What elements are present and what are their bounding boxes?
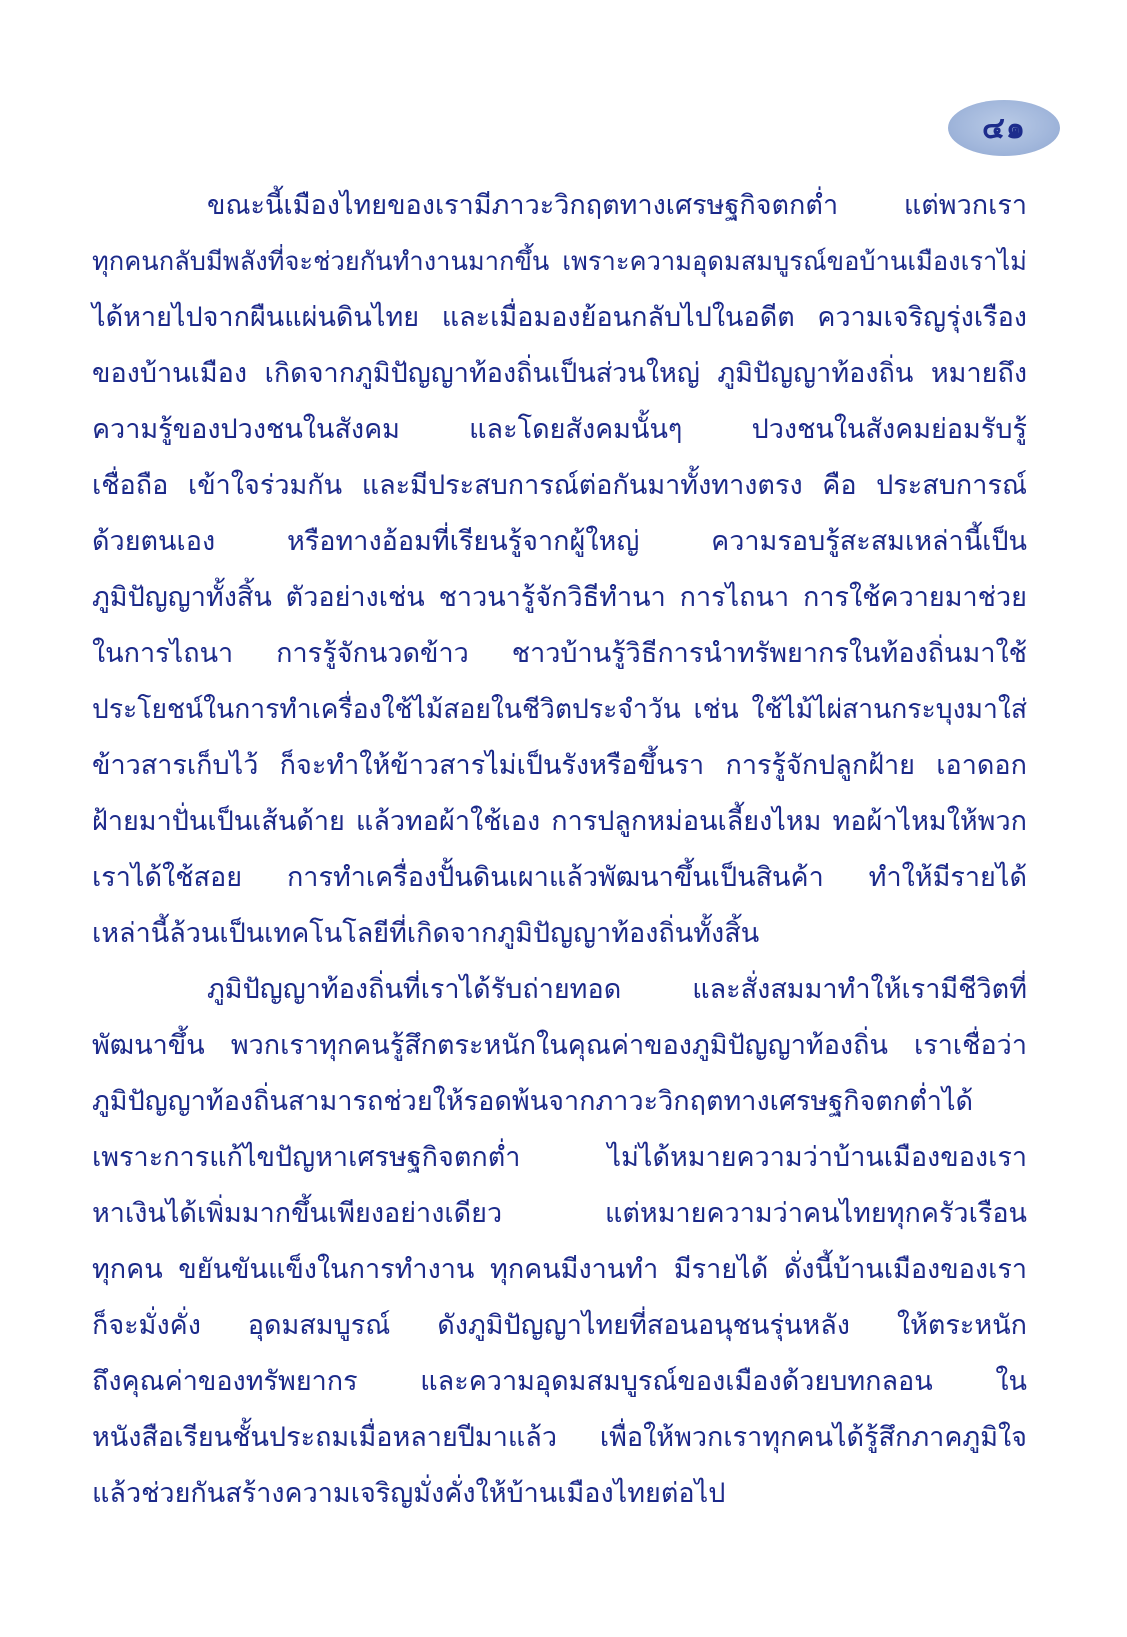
text-line: ทุกคนกลับมีพลังที่จะช่วยกันทำงานมากขึ้น เพราะความอุดมสมบูรณ์ขอบ้านเมืองเราไม่ (92, 247, 1027, 277)
text-line: ภูมิปัญญาท้องถิ่นที่เราได้รับถ่ายทอด และสั่งสมมาทำให้เรามีชีวิตที่ (207, 974, 1027, 1005)
text-line: ภูมิปัญญาทั้งสิ้น ตัวอย่างเช่น ชาวนารู้จักวิธีทำนา การไถนา การใช้ควายมาช่วย (92, 582, 1027, 613)
text-line: ข้าวสารเก็บไว้ ก็จะทำให้ข้าวสารไม่เป็นรังหรือขึ้นรา การรู้จักปลูกฝ้าย เอาดอก (92, 750, 1027, 781)
text-line: เพราะการแก้ไขปัญหาเศรษฐกิจตกต่ำ ไม่ได้หมายความว่าบ้านเมืองของเรา (92, 1142, 1027, 1173)
text-line: ได้หายไปจากผืนแผ่นดินไทย และเมื่อมองย้อนกลับไปในอดีต ความเจริญรุ่งเรือง (92, 302, 1027, 333)
text-line: ภูมิปัญญาท้องถิ่นสามารถช่วยให้รอดพ้นจากภาวะวิกฤตทางเศรษฐกิจตกต่ำได้ (92, 1086, 974, 1117)
page-number: ๔๑ (982, 110, 1026, 146)
text-line: ทุกคน ขยันขันแข็งในการทำงาน ทุกคนมีงานทำ มีรายได้ ดั่งนี้บ้านเมืองของเรา (92, 1254, 1027, 1285)
text-line: ความรู้ของปวงชนในสังคม และโดยสังคมนั้นๆ ปวงชนในสังคมย่อมรับรู้ (92, 414, 1027, 445)
text-line: ด้วยตนเอง หรือทางอ้อมที่เรียนรู้จากผู้ใหญ่ ความรอบรู้สะสมเหล่านี้เป็น (92, 526, 1027, 557)
body-text (92, 178, 1027, 1522)
text-line: ในการไถนา การรู้จักนวดข้าว ชาวบ้านรู้วิธีการนำทรัพยากรในท้องถิ่นมาใช้ (92, 638, 1027, 669)
text-line: ของบ้านเมือง เกิดจากภูมิปัญญาท้องถิ่นเป็นส่วนใหญ่ ภูมิปัญญาท้องถิ่น หมายถึง (92, 358, 1027, 389)
text-line: พัฒนาขึ้น พวกเราทุกคนรู้สึกตระหนักในคุณค่าของภูมิปัญญาท้องถิ่น เราเชื่อว่า (92, 1030, 1027, 1061)
text-line: หาเงินได้เพิ่มมากขึ้นเพียงอย่างเดียว แต่หมายความว่าคนไทยทุกครัวเรือน (92, 1198, 1027, 1229)
text-line: ฝ้ายมาปั่นเป็นเส้นด้าย แล้วทอผ้าใช้เอง การปลูกหม่อนเลี้ยงไหม ทอผ้าไหมให้พวก (92, 806, 1027, 837)
text-line: ขณะนี้เมืองไทยของเรามีภาวะวิกฤตทางเศรษฐกิจตกต่ำ แต่พวกเรา (207, 190, 1027, 221)
page-number-badge (948, 100, 1060, 156)
text-line: ประโยชน์ในการทำเครื่องใช้ไม้สอยในชีวิตประจำวัน เช่น ใช้ไม้ไผ่สานกระบุงมาใส่ (92, 694, 1027, 725)
text-line: ถึงคุณค่าของทรัพยากร และความอุดมสมบูรณ์ของเมืองด้วยบทกลอน ใน (92, 1366, 1027, 1397)
text-line: เชื่อถือ เข้าใจร่วมกัน และมีประสบการณ์ต่อกันมาทั้งทางตรง คือ ประสบการณ์ (92, 470, 1027, 501)
text-line: แล้วช่วยกันสร้างความเจริญมั่งคั่งให้บ้านเมืองไทยต่อไป (92, 1478, 726, 1509)
text-line: ก็จะมั่งคั่ง อุดมสมบูรณ์ ดังภูมิปัญญาไทยที่สอนอนุชนรุ่นหลัง ให้ตระหนัก (92, 1310, 1027, 1341)
text-line: เหล่านี้ล้วนเป็นเทคโนโลยีที่เกิดจากภูมิปัญญาท้องถิ่นทั้งสิ้น (92, 918, 760, 949)
text-line: เราได้ใช้สอย การทำเครื่องปั้นดินเผาแล้วพัฒนาขึ้นเป็นสินค้า ทำให้มีรายได้ (92, 862, 1027, 893)
text-line: หนังสือเรียนชั้นประถมเมื่อหลายปีมาแล้ว เพื่อให้พวกเราทุกคนได้รู้สึกภาคภูมิใจ (92, 1422, 1027, 1453)
